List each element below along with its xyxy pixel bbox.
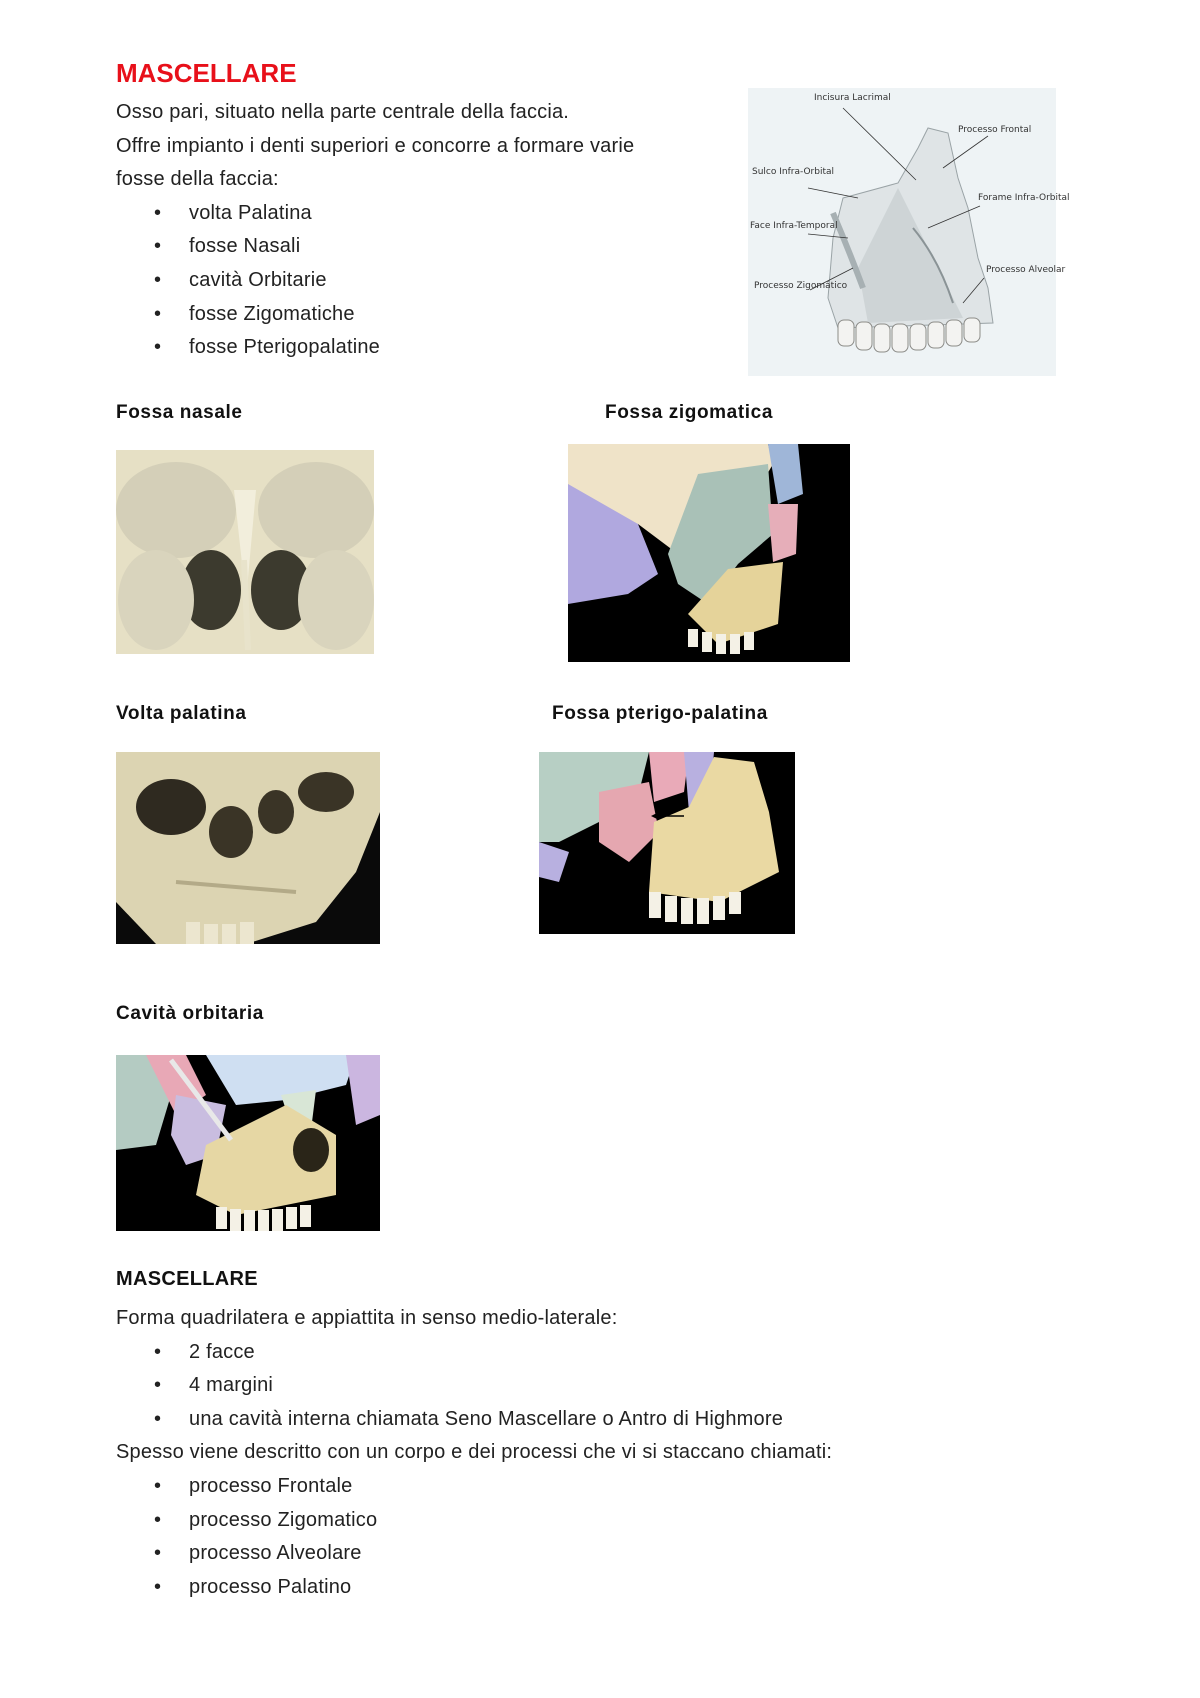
diagram-label: Face Infra-Temporal [750, 221, 838, 231]
list-item: • volta Palatina [116, 197, 716, 231]
list-item: • cavità Orbitarie [116, 264, 716, 298]
fossa-pterigo-image [539, 752, 795, 934]
list-item: • processo Palatino [116, 1571, 1116, 1605]
diagram-label: Forame Infra-Orbital [978, 193, 1070, 203]
diagram-label: Processo Alveolar [986, 265, 1066, 275]
list-item: • processo Zigomatico [116, 1504, 1116, 1538]
list-item: • 2 facce [116, 1336, 1116, 1370]
list-item: • 4 margini [116, 1369, 1116, 1403]
list-item: • una cavità interna chiamata Seno Mascellare o Antro di Highmore [116, 1403, 1116, 1437]
label-fossa-nasale: Fossa nasale [116, 402, 243, 423]
features-list [116, 1336, 1116, 1437]
diagram-label: Incisura Lacrimal [814, 93, 891, 103]
description-text [116, 1302, 1116, 1604]
intro-line: fosse della faccia: [116, 168, 279, 191]
list-item: • fosse Zigomatiche [116, 298, 716, 332]
intro-line: Offre impianto i denti superiori e concorre a formare varie [116, 134, 635, 157]
list-item: • fosse Nasali [116, 230, 716, 264]
list-item: • fosse Pterigopalatine [116, 331, 716, 365]
fossa-zigomatica-image [568, 444, 850, 662]
list-item: • processo Alveolare [116, 1537, 1116, 1571]
maxilla-diagram [748, 88, 1070, 376]
diagram-label: Sulco Infra-Orbital [752, 167, 835, 177]
volta-palatina-image [116, 752, 380, 944]
diagram-label: Processo Frontal [958, 125, 1032, 135]
label-fossa-pterigo: Fossa pterigo-palatina [552, 703, 768, 724]
intro-text [116, 96, 716, 365]
section-title: MASCELLARE [116, 1268, 258, 1290]
intro-line: Osso pari, situato nella parte centrale della faccia. [116, 101, 570, 123]
description-line: Spesso viene descritto con un corpo e dei processi che vi si staccano chiamati: [116, 1441, 833, 1464]
label-fossa-zigomatica: Fossa zigomatica [605, 402, 773, 423]
processi-list [116, 1470, 1116, 1604]
fosse-list [116, 197, 716, 365]
cavita-orbitaria-image [116, 1055, 380, 1231]
fossa-nasale-image [116, 450, 374, 654]
page-title: MASCELLARE [116, 58, 297, 88]
list-item: • processo Frontale [116, 1470, 1116, 1504]
description-line: Forma quadrilatera e appiattita in senso medio-laterale: [116, 1307, 618, 1329]
label-cavita-orbitaria: Cavità orbitaria [116, 1003, 264, 1024]
diagram-label: Processo Zigomático [754, 281, 848, 291]
label-volta-palatina: Volta palatina [116, 703, 247, 724]
